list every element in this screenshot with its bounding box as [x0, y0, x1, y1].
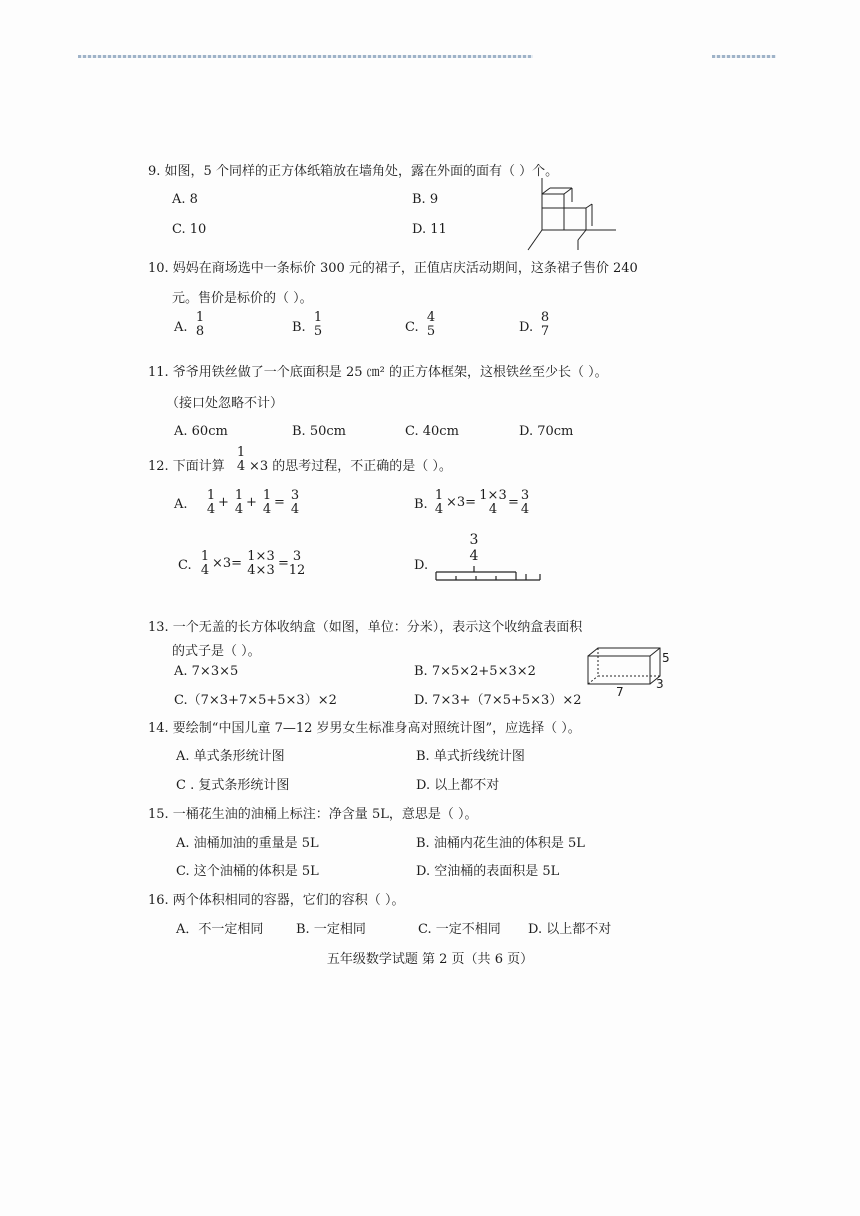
q12-option-d-label[interactable]: D.	[414, 558, 429, 573]
q13-box-width-label: 3	[656, 677, 664, 691]
q15-option-c[interactable]: C. 这个油桶的体积是 5L	[176, 864, 319, 879]
q11-note: （接口处忽略不计）	[166, 396, 284, 411]
q12-b-frac1: 1 4	[434, 488, 444, 517]
q12-b-eq: =	[508, 495, 519, 510]
q14-option-a[interactable]: A. 单式条形统计图	[176, 749, 285, 764]
q12-d-fraction: 3 4	[469, 532, 479, 564]
q10-option-a-letter[interactable]: A.	[174, 320, 188, 335]
q12-c-frac3: 3 12	[288, 549, 306, 578]
q12-a-frac2: 1 4	[234, 488, 244, 517]
q13-option-c[interactable]: C.（7×3+7×5+5×3）×2	[174, 693, 337, 708]
q12-b-frac2: 1×3 4	[479, 488, 507, 517]
q12-c-frac1: 1 4	[200, 549, 210, 578]
q12-stem-suffix: ×3 的思考过程，不正确的是（ ）。	[249, 459, 452, 474]
q12-a-frac3: 1 4	[262, 488, 272, 517]
q12-b-mid: ×3=	[446, 495, 477, 510]
q10-option-b-letter[interactable]: B.	[292, 320, 306, 335]
q12-c-eq: =	[278, 556, 289, 571]
q12-stem-fraction: 1 4	[236, 445, 246, 474]
q9-option-d[interactable]: D. 11	[412, 222, 447, 237]
q10-option-c-fraction: 4 5	[426, 310, 436, 339]
q16-option-d[interactable]: D. 以上都不对	[528, 922, 612, 937]
q11-stem: 11. 爷爷用铁丝做了一个底面积是 25 ㎝² 的正方体框架，这根铁丝至少长（ ）。	[148, 365, 608, 380]
q10-stem-line1: 10. 妈妈在商场选中一条标价 300 元的裙子，正值店庆活动期间，这条裙子售价 240	[148, 261, 638, 276]
q12-option-c-label[interactable]: C.	[178, 558, 192, 573]
q15-option-a[interactable]: A. 油桶加油的重量是 5L	[176, 836, 319, 851]
q12-a-op1: +	[218, 495, 229, 510]
q12-a-eq: =	[274, 495, 285, 510]
q12-d-number-line	[434, 566, 544, 582]
scan-artifact-right	[712, 55, 776, 58]
q13-option-b[interactable]: B. 7×5×2+5×3×2	[414, 664, 536, 679]
q14-option-c[interactable]: C . 复式条形统计图	[176, 778, 290, 793]
q15-option-b[interactable]: B. 油桶内花生油的体积是 5L	[416, 836, 585, 851]
q11-option-c[interactable]: C. 40cm	[405, 424, 459, 439]
q9-cube-figure	[528, 178, 618, 250]
q11-option-d[interactable]: D. 70cm	[519, 424, 574, 439]
q12-b-frac3: 3 4	[520, 488, 530, 517]
q9-option-c[interactable]: C. 10	[172, 222, 207, 237]
q10-stem-line2: 元。售价是标价的（ ）。	[172, 291, 313, 306]
q16-stem: 16. 两个体积相同的容器，它们的容积（ ）。	[148, 893, 405, 908]
q10-option-d-fraction: 8 7	[540, 310, 550, 339]
scan-artifact-left	[78, 55, 533, 58]
q12-c-frac2: 1×3 4×3	[247, 549, 275, 578]
q12-option-b-label[interactable]: B.	[414, 497, 428, 512]
q10-option-b-fraction: 1 5	[313, 310, 323, 339]
q13-stem-line1: 13. 一个无盖的长方体收纳盒（如图，单位：分米），表示这个收纳盒表面积	[148, 620, 583, 635]
q12-a-op2: +	[246, 495, 257, 510]
q9-option-b[interactable]: B. 9	[412, 192, 439, 207]
q13-box-height-label: 5	[662, 651, 670, 665]
q16-option-b[interactable]: B. 一定相同	[296, 922, 366, 937]
q14-option-b[interactable]: B. 单式折线统计图	[416, 749, 525, 764]
q16-option-c[interactable]: C. 一定不相同	[418, 922, 501, 937]
q12-a-frac1: 1 4	[206, 488, 216, 517]
q13-option-a[interactable]: A. 7×3×5	[174, 664, 239, 679]
q10-option-a-fraction: 1 8	[195, 310, 205, 339]
q14-option-d[interactable]: D. 以上都不对	[416, 778, 500, 793]
q12-stem-prefix: 12. 下面计算	[148, 459, 225, 474]
q11-option-a[interactable]: A. 60cm	[174, 424, 228, 439]
q12-c-mid: ×3=	[212, 556, 243, 571]
q9-option-a[interactable]: A. 8	[172, 192, 198, 207]
page-footer: 五年级数学试题 第 2 页（共 6 页）	[326, 952, 534, 967]
q10-option-c-letter[interactable]: C.	[405, 320, 419, 335]
q15-stem: 15. 一桶花生油的油桶上标注：净含量 5L，意思是（ ）。	[148, 807, 478, 822]
q15-option-d[interactable]: D. 空油桶的表面积是 5L	[416, 864, 560, 879]
q11-option-b[interactable]: B. 50cm	[292, 424, 346, 439]
q13-option-d[interactable]: D. 7×3+（7×5+5×3）×2	[414, 693, 582, 708]
q13-box-length-label: 7	[616, 685, 624, 699]
q16-option-a[interactable]: A．不一定相同	[176, 922, 264, 937]
q10-option-d-letter[interactable]: D.	[519, 320, 534, 335]
q14-stem: 14. 要绘制“中国儿童 7—12 岁男女生标准身高对照统计图”，应选择（ ）。	[148, 721, 581, 736]
q12-a-frac4: 3 4	[290, 488, 300, 517]
q13-stem-line2: 的式子是（ ）。	[172, 644, 261, 659]
q9-stem: 9. 如图，5 个同样的正方体纸箱放在墙角处，露在外面的面有（ ）个。	[148, 164, 559, 179]
q13-box-figure	[584, 644, 674, 700]
q12-option-a-label[interactable]: A.	[174, 497, 188, 512]
